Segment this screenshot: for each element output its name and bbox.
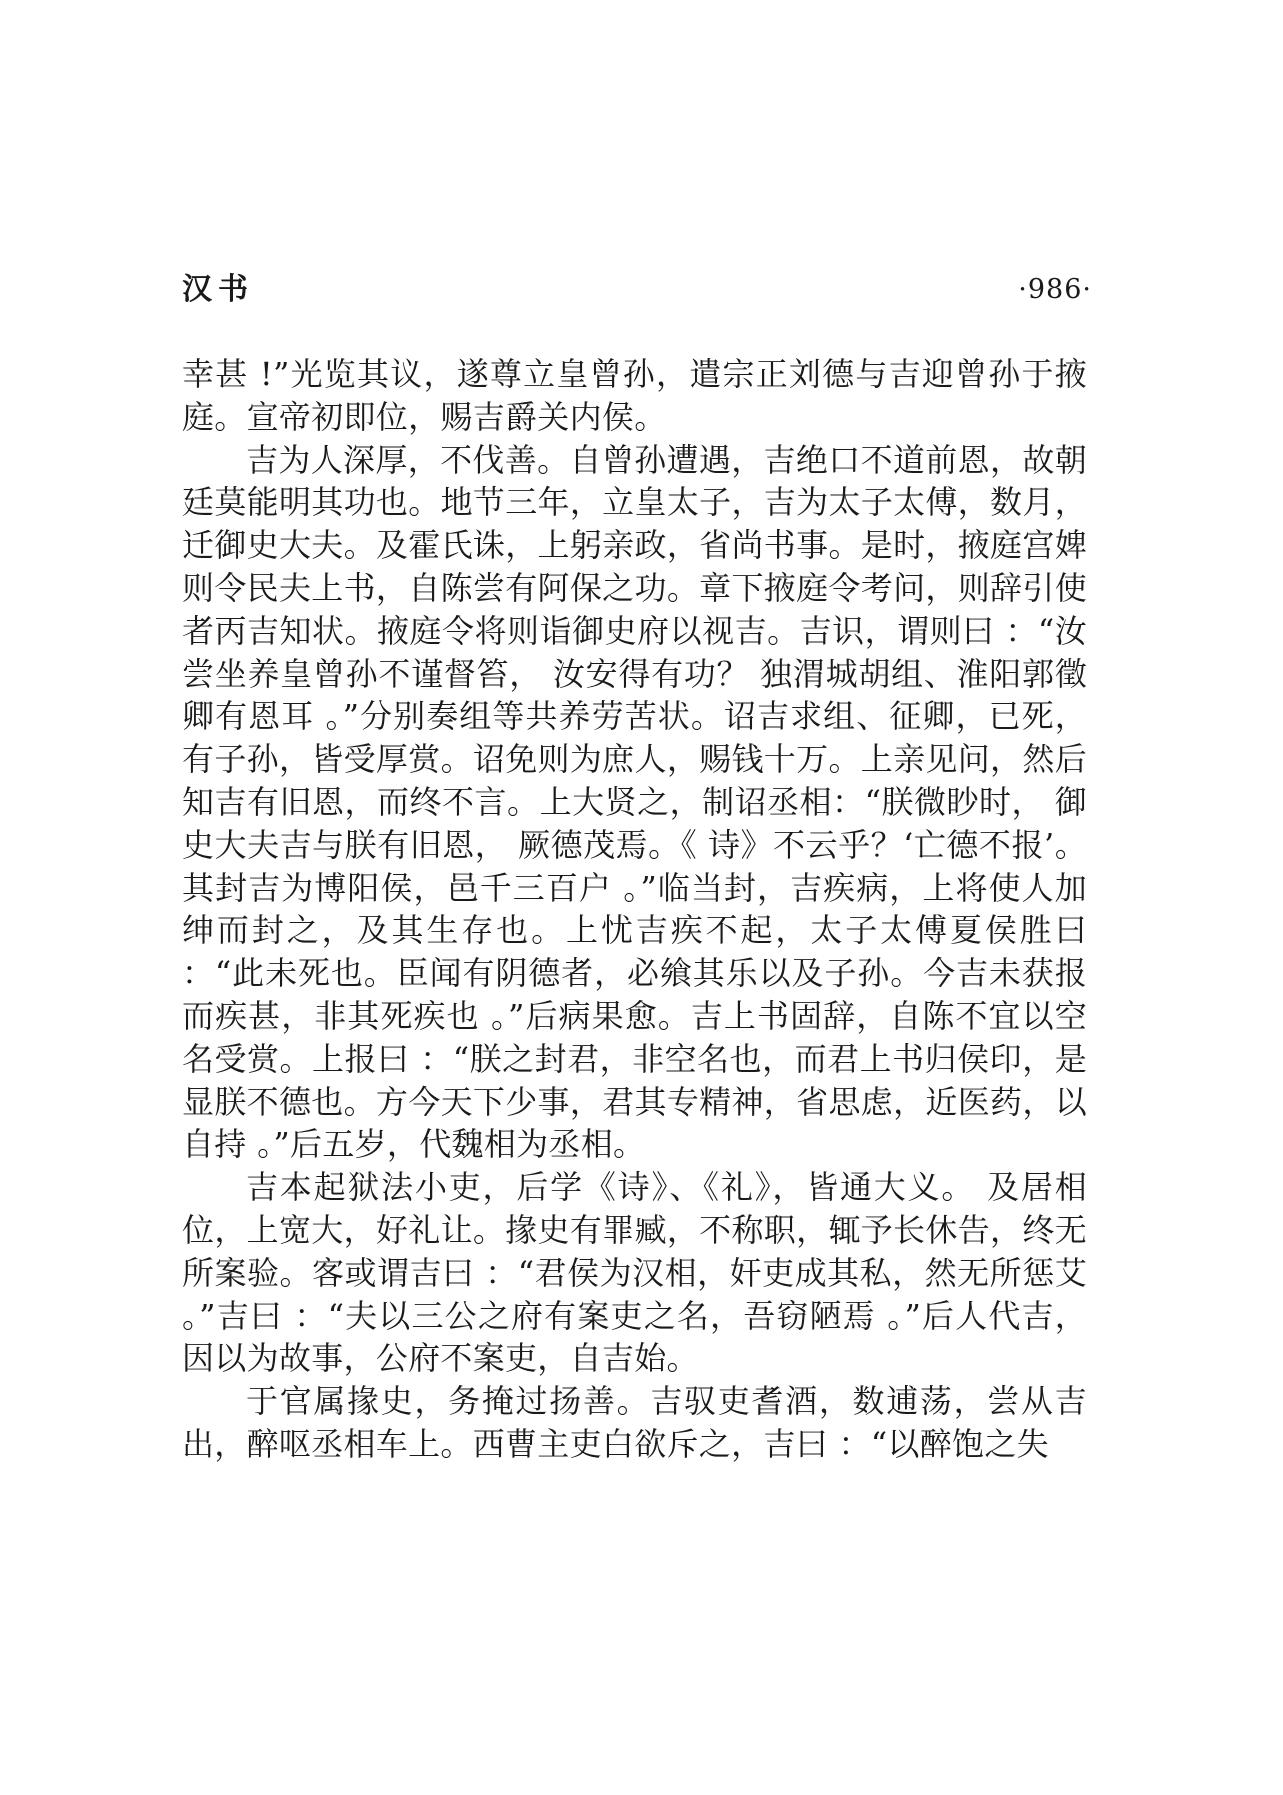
paragraph-continuation: 幸甚 !”光览其议，遂尊立皇曾孙，遣宗正刘德与吉迎曾孙于掖庭。宣帝初即位，赐吉爵关内侯。 (182, 355, 1087, 436)
paragraph: 吉本起狱法小吏，后学《诗》、《礼》，皆通大义。 及居相位，上宽大，好礼让。掾史有罪臧，不称职，辄予长休告，终无所案验。客或谓吉曰 ：“君侯为汉相，奸吏成其私，然无所惩艾 。”吉曰 ：“夫以三公之府有案吏之名，吾窃陋焉 。”后人代吉，因以为故事，公府不案吏，自吉始。 (182, 1168, 1087, 1378)
body-text (182, 353, 1087, 1466)
paragraph: 于官属掾史，务掩过扬善。吉驭吏耆酒，数逋荡，尝从吉出，醉呕丞相车上。西曹主吏白欲斥之，吉曰 ：“以醉饱之失 (182, 1382, 1087, 1463)
paragraph: 吉为人深厚，不伐善。自曾孙遭遇，吉绝口不道前恩，故朝廷莫能明其功也。地节三年，立皇太子，吉为太子太傅，数月，迁御史大夫。及霍氏诛，上躬亲政，省尚书事。是时，掖庭宫婢则令民夫上书，自陈尝有阿保之功。章下掖庭令考问，则辞引使者丙吉知状。掖庭令将则诣御史府以视吉。吉识，谓则曰 ：“汝尝坐养皇曾孙不谨督笞， 汝安得有功？ 独渭城胡组、淮阳郭徵卿有恩耳 。”分别奏组等共养劳苦状。诏吉求组、征卿，已死，有子孙，皆受厚赏。诏免则为庶人，赐钱十万。上亲见问，然后知吉有旧恩，而终不言。上大贤之，制诏丞相：“朕微眇时， 御史大夫吉与朕有旧恩， 厥德茂焉。《 诗》不云乎？‘亡德不报’。 其封吉为博阳侯，邑千三百户 。”临当封，吉疾病，上将使人加绅而封之，及其生存也。上忧吉疾不起，太子太傅夏侯胜曰 ：“此未死也。臣闻有阴德者，必飨其乐以及子孙。今吉未获报而疾甚，非其死疾也 。”后病果愈。吉上书固辞，自陈不宜以空名受赏。上报曰 ：“朕之封君，非空名也，而君上书归侯印，是显朕不德也。方今天下少事，君其专精神，省思虑，近医药，以自持 。”后五岁，代魏相为丞相。 (182, 440, 1087, 1164)
page-number: ·986· (1018, 274, 1092, 305)
running-header (182, 268, 1092, 312)
book-title: 汉书 (182, 272, 254, 307)
